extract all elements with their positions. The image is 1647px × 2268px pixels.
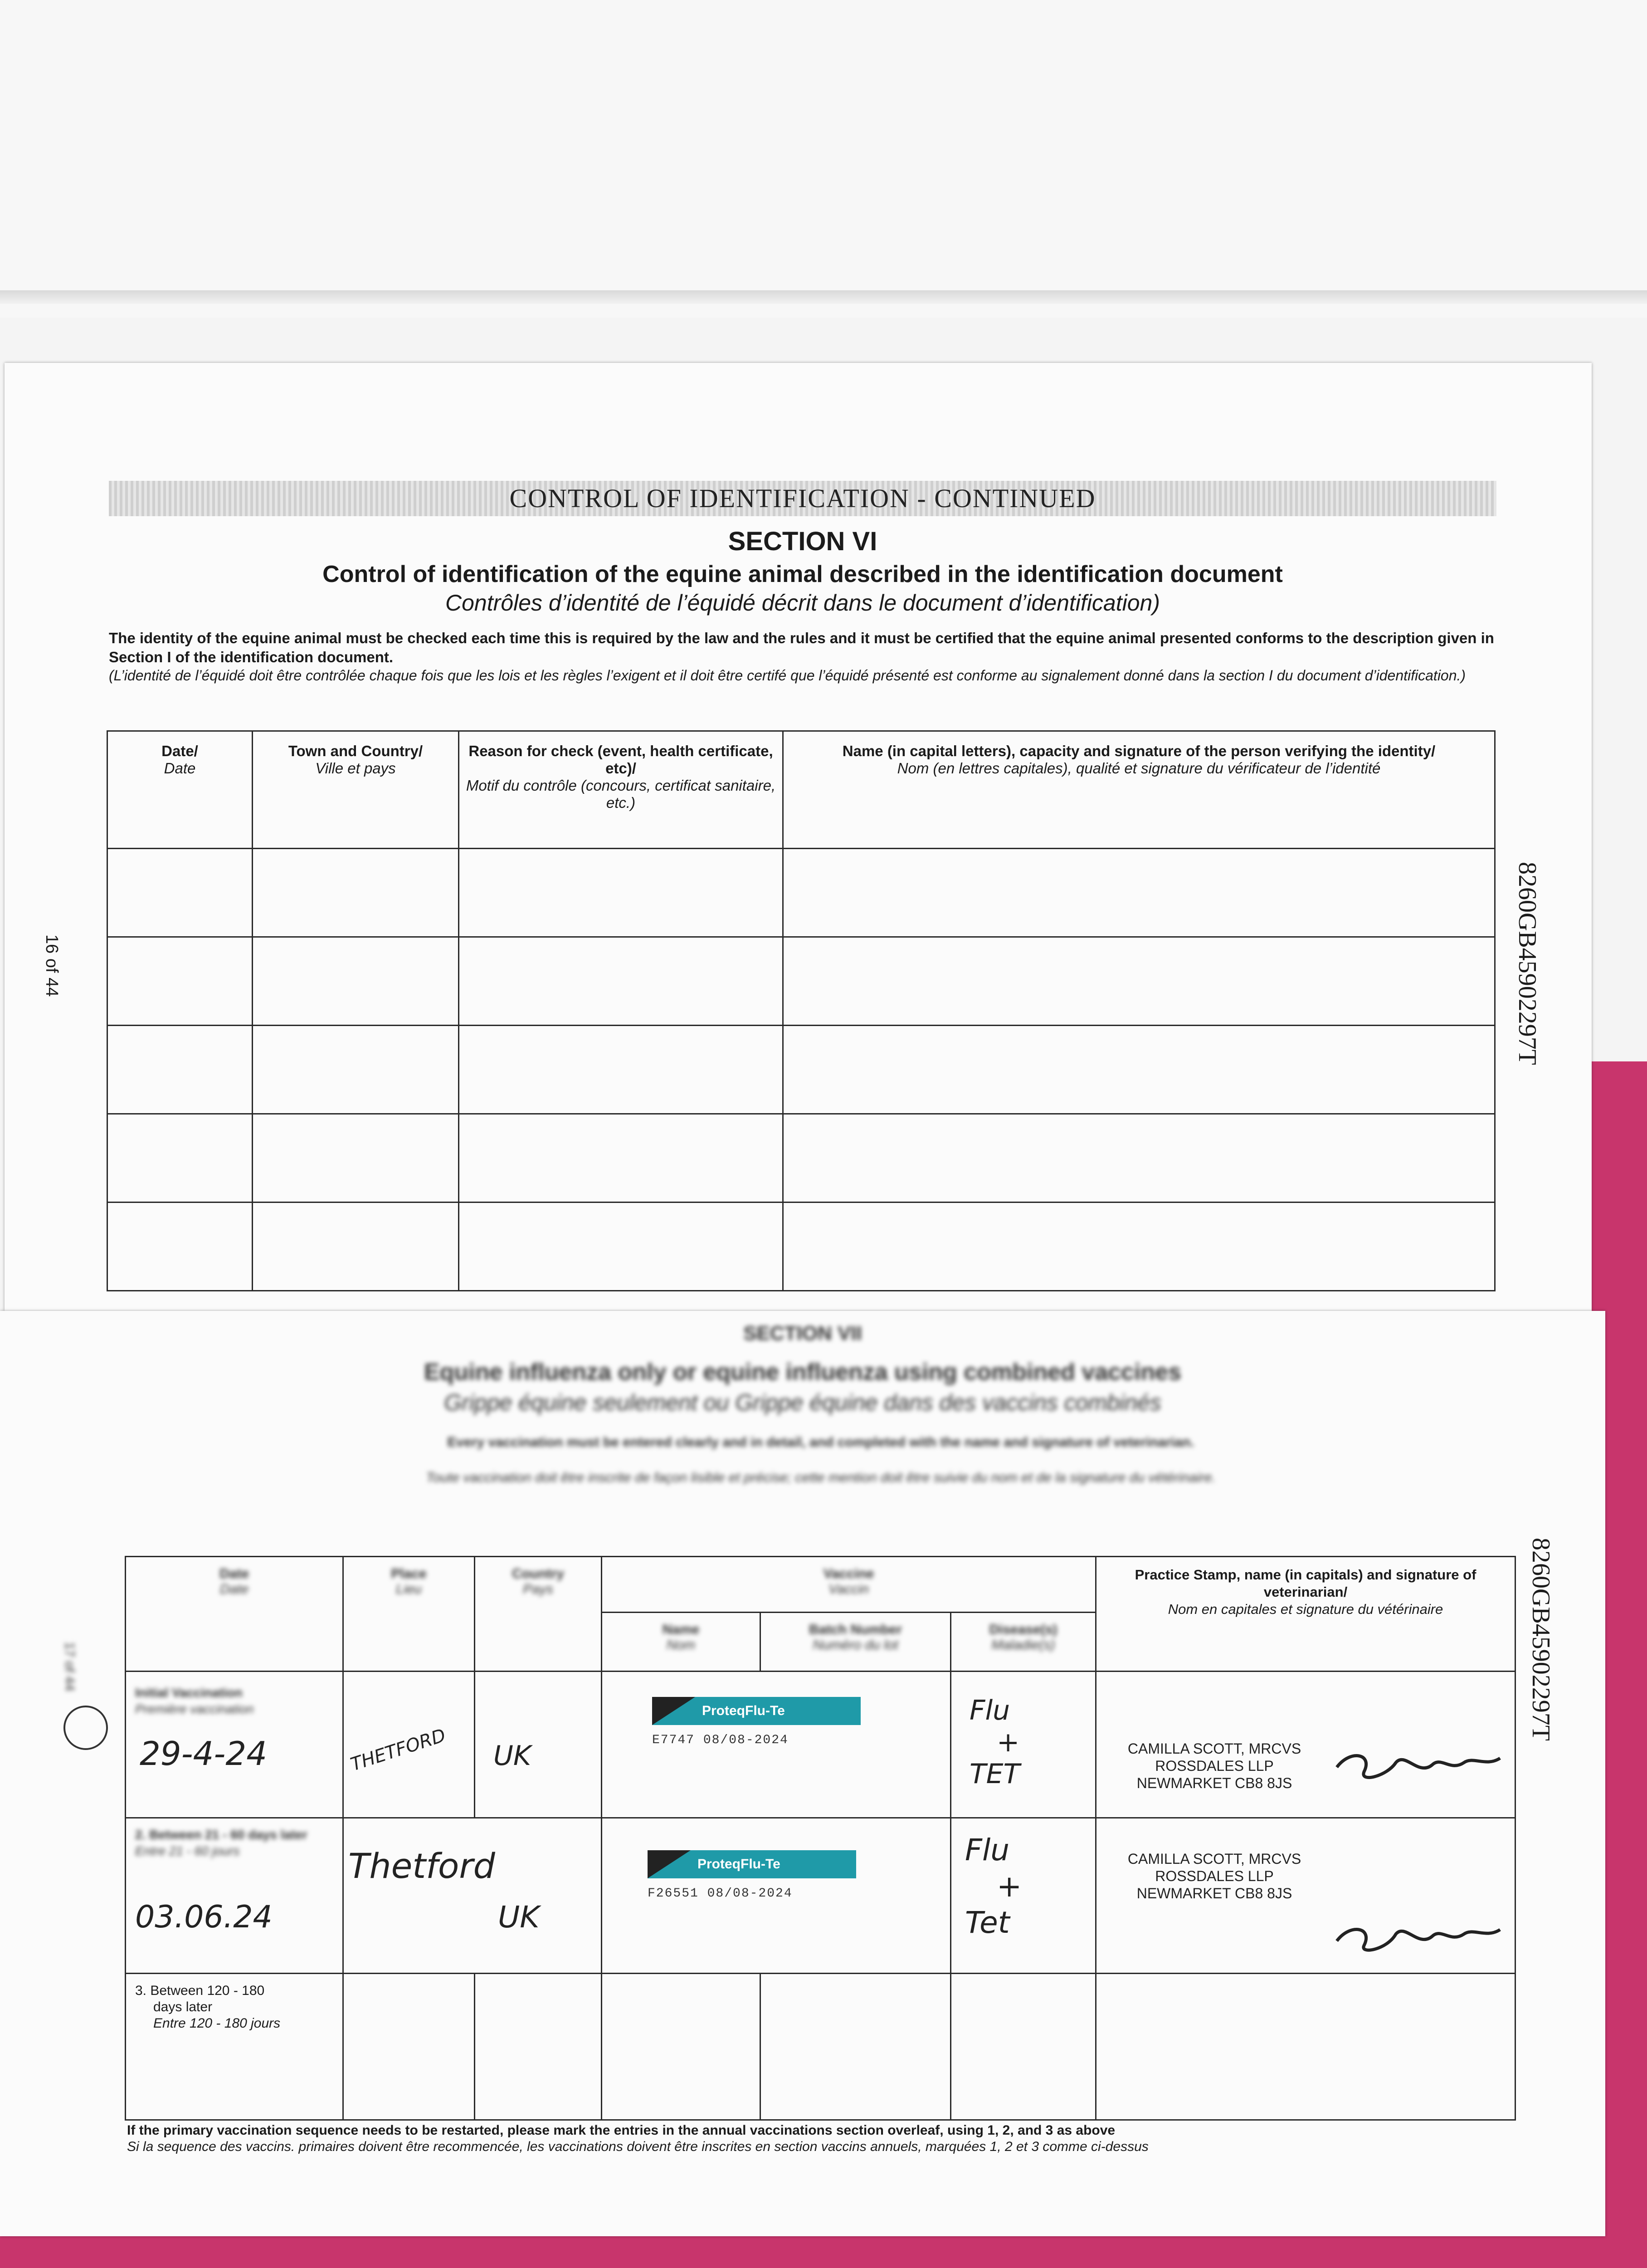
table-cell[interactable] <box>107 849 253 937</box>
row-label-fr: Première vaccination <box>135 1702 254 1716</box>
cell-country[interactable] <box>475 1974 602 2120</box>
cell-vet-stamp[interactable] <box>1096 1672 1515 1818</box>
table-cell[interactable] <box>107 1114 253 1202</box>
handwritten-place: THETFORD <box>348 1725 448 1775</box>
table-cell[interactable] <box>253 1026 459 1114</box>
disease-name: Tet <box>965 1905 1010 1940</box>
header-vaccine-name: Name Nom <box>602 1613 760 1672</box>
vet-signature <box>1332 1740 1505 1794</box>
cell-place[interactable] <box>343 1672 475 1818</box>
table-cell[interactable] <box>459 849 783 937</box>
side-page-number: 17 of 44 <box>62 1642 77 1691</box>
lower-heading-en: Equine influenza only or equine influenza using combined vaccines <box>424 1359 1182 1385</box>
table-row <box>107 1026 1495 1114</box>
table-cell[interactable] <box>253 849 459 937</box>
vet-address: NEWMARKET CB8 8JS <box>1136 1775 1292 1791</box>
column-header-verifier: Name (in capital letters), capacity and signature of the person verifying the identity/ Nom (en lettres capitales), qualité et signature du vérificateur de l’identité <box>783 731 1495 849</box>
lower-intro-en: Every vaccination must be entered clearly and in detail, and completed with the name and signature of veterinarian. <box>447 1435 1194 1450</box>
batch-number: E7747 08/08-2024 <box>652 1733 789 1747</box>
row-label-en: Initial Vaccination <box>135 1686 243 1700</box>
cell-vaccine-sticker[interactable] <box>602 1672 951 1818</box>
table-cell[interactable] <box>459 937 783 1026</box>
table-cell[interactable] <box>783 1026 1495 1114</box>
section-heading-fr: Contrôles d’identité de l’équidé décrit dans le document d’identification) <box>445 590 1160 616</box>
cell-place-country[interactable] <box>343 1818 602 1974</box>
table-cell[interactable] <box>783 1202 1495 1291</box>
table-cell[interactable] <box>253 1114 459 1202</box>
row-label-fr: Entre 21 - 60 jours <box>135 1844 240 1858</box>
disease-plus: + <box>997 1869 1022 1904</box>
table-cell[interactable] <box>459 1026 783 1114</box>
cell-date[interactable] <box>126 1974 343 2120</box>
disease-name: Flu <box>965 1833 1010 1867</box>
cell-disease[interactable] <box>951 1818 1096 1974</box>
cell-vet-stamp[interactable] <box>1096 1818 1515 1974</box>
table-cell[interactable] <box>107 1026 253 1114</box>
vet-practice: ROSSDALES LLP <box>1155 1758 1274 1774</box>
cell-vaccine-name[interactable] <box>602 1974 760 2120</box>
lower-heading-fr: Grippe équine seulement ou Grippe équine dans des vaccins combinés <box>444 1390 1161 1415</box>
table-header-row <box>107 731 1495 849</box>
batch-number: F26551 08/08-2024 <box>648 1887 793 1901</box>
vet-signature <box>1332 1909 1505 1964</box>
cell-disease[interactable] <box>951 1974 1096 2120</box>
row-label-en: 3. Between 120 - 180 <box>135 1983 265 1998</box>
handwritten-country: UK <box>498 1900 540 1935</box>
cell-vaccine-sticker[interactable] <box>602 1818 951 1974</box>
vaccine-sticker <box>652 1697 950 1747</box>
table-header-row <box>126 1557 1515 1613</box>
footer-note-fr: Si la sequence des vaccins. primaires doivent être recommencée, les vaccinations doivent être inscrites en section vaccins annuels, marquées 1, 2 et 3 comme ci-dessus <box>127 2139 1149 2154</box>
column-header-town-country: Town and Country/ Ville et pays <box>253 731 459 849</box>
intro-text-en: The identity of the equine animal must be checked each time this is required by the law and the rules and it must be certified that the equine animal presented conforms to the description given in Section I of the identification document. <box>109 630 1494 665</box>
handwritten-country: UK <box>493 1740 531 1772</box>
section-title: SECTION VI <box>728 527 877 556</box>
table-cell[interactable] <box>459 1202 783 1291</box>
row-label-en: days later <box>153 1999 213 2014</box>
table-cell[interactable] <box>107 937 253 1026</box>
vaccine-logo: ProteqFlu-Te <box>652 1697 861 1725</box>
vaccine-sticker <box>648 1850 950 1901</box>
cell-batch-number[interactable] <box>760 1974 951 2120</box>
vaccine-logo: ProteqFlu-Te <box>648 1850 856 1878</box>
banner-title: CONTROL OF IDENTIFICATION - CONTINUED <box>509 484 1096 513</box>
cell-date[interactable] <box>126 1672 343 1818</box>
cell-disease[interactable] <box>951 1672 1096 1818</box>
header-date: Date Date <box>126 1557 343 1672</box>
section-heading-en: Control of identification of the equine animal described in the identification document <box>322 561 1283 587</box>
vet-name: CAMILLA SCOTT, MRCVS <box>1127 1851 1301 1867</box>
header-veterinarian: Practice Stamp, name (in capitals) and signature of veterinarian/ Nom en capitales et signature du vétérinaire <box>1096 1557 1515 1672</box>
table-row <box>126 1974 1515 2120</box>
footer-note-en: If the primary vaccination sequence needs to be restarted, please mark the entries in the annual vaccinations section overleaf, using 1, 2, and 3 as above <box>127 2123 1116 2138</box>
passport-id-lower: 8260GB45902297T <box>1527 1538 1555 1741</box>
table-row <box>126 1672 1515 1818</box>
row-label-fr: Entre 120 - 180 jours <box>153 2016 281 2031</box>
table-row <box>107 1114 1495 1202</box>
cell-vet-stamp[interactable] <box>1096 1974 1515 2120</box>
table-cell[interactable] <box>783 849 1495 937</box>
header-vaccine: Vaccine Vaccin <box>602 1557 1096 1613</box>
hand-drawn-circle <box>63 1706 108 1750</box>
background-page-top <box>0 0 1647 318</box>
table-row <box>107 849 1495 937</box>
vaccination-table <box>125 1556 1516 2121</box>
vet-address: NEWMARKET CB8 8JS <box>1136 1885 1292 1901</box>
row-label-en: 2. Between 21 - 60 days later <box>135 1828 307 1842</box>
lower-intro-fr: Toute vaccination doit être inscrite de façon lisible et précise; cette mention doit être suivie du nom et de la signature du vétérinaire. <box>426 1470 1216 1485</box>
table-cell[interactable] <box>783 1114 1495 1202</box>
handwritten-place: Thetford <box>348 1846 495 1886</box>
disease-plus: + <box>997 1726 1020 1758</box>
column-header-reason: Reason for check (event, health certificate, etc)/ Motif du contrôle (concours, certificat sanitaire, etc.) <box>459 731 783 849</box>
table-row <box>126 1818 1515 1974</box>
passport-id-upper: 8260GB45902297T <box>1513 862 1541 1065</box>
table-cell[interactable] <box>107 1202 253 1291</box>
identity-check-table <box>107 730 1496 1291</box>
disease-name: TET <box>970 1758 1020 1790</box>
table-row <box>107 937 1495 1026</box>
disease-name: Flu <box>970 1695 1010 1726</box>
handwritten-date: 29-4-24 <box>140 1735 268 1773</box>
intro-text-fr: (L’identité de l’équidé doit être contrôlée chaque fois que les lois et les règles l’exigent et il doit être certifé que l’équidé présenté est conforme au signalement donné dans la section I du document d’identification.) <box>109 667 1466 684</box>
handwritten-date: 03.06.24 <box>135 1899 273 1935</box>
cell-country[interactable] <box>475 1672 602 1818</box>
header-batch-number: Batch Number Numéro du lot <box>760 1613 951 1672</box>
lower-section-title: SECTION VII <box>743 1322 862 1344</box>
vet-name: CAMILLA SCOTT, MRCVS <box>1127 1740 1301 1757</box>
table-cell[interactable] <box>253 1202 459 1291</box>
table-cell[interactable] <box>459 1114 783 1202</box>
table-row <box>107 1202 1495 1291</box>
passport-cover-bottom <box>0 2236 1647 2268</box>
cell-date[interactable] <box>126 1818 343 1974</box>
page-number: 16 of 44 <box>42 934 61 997</box>
header-disease: Disease(s) Maladie(s) <box>951 1613 1096 1672</box>
column-header-date: Date/ Date <box>107 731 253 849</box>
table-cell[interactable] <box>783 937 1495 1026</box>
vet-practice: ROSSDALES LLP <box>1155 1868 1274 1884</box>
header-country: Country Pays <box>475 1557 602 1672</box>
table-cell[interactable] <box>253 937 459 1026</box>
cell-place[interactable] <box>343 1974 475 2120</box>
header-place: Place Lieu <box>343 1557 475 1672</box>
